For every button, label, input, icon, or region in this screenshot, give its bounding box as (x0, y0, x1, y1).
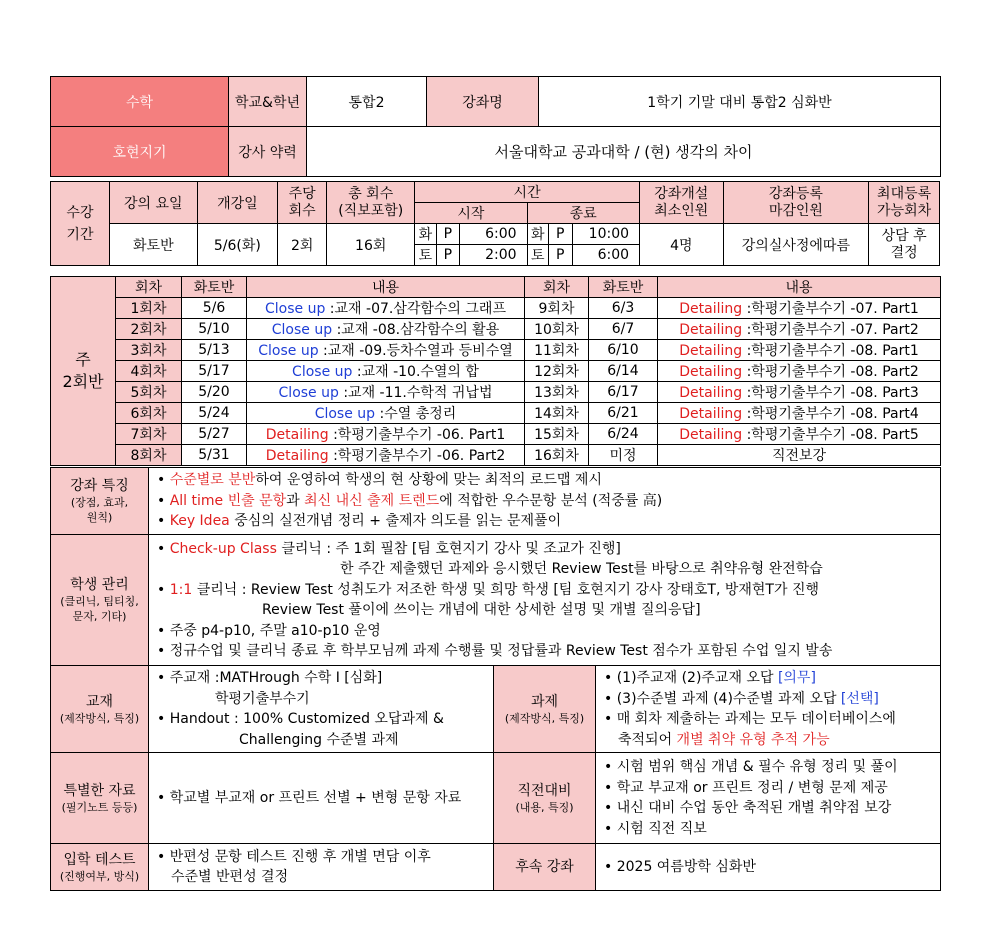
col-time-end: 종료 (527, 203, 639, 224)
session-text: :교재 -07.삼각함수의 그래프 (325, 301, 506, 317)
session-tag: Detailing (265, 448, 329, 464)
school-grade-label: 학교&학년 (229, 77, 307, 127)
feature-item: • All time 빈출 문항과 최신 내신 출제 트렌드에 적합한 우수문항 분석 (적중률 高) (157, 491, 940, 512)
session-row (51, 340, 941, 361)
col-total-2: (직보포함) (338, 202, 404, 219)
hw-label: 과제 (530, 693, 559, 710)
session-date: 5/24 (182, 403, 247, 424)
follow-label: 후속 강좌 (494, 844, 596, 891)
session-no: 16회차 (525, 445, 589, 466)
feature-item: • Key Idea 중심의 실전개념 정리 + 출제자 의도를 읽는 문제풀이 (157, 511, 940, 532)
time-end-ampm: P (548, 245, 572, 266)
school-grade-value: 통합2 (307, 77, 427, 127)
session-date: 6/17 (589, 382, 658, 403)
session-text: :학평기출부수기 -06. Part1 (328, 427, 506, 443)
deadline-value: 강의실사정에따름 (723, 224, 869, 266)
session-tag: Close up (258, 343, 319, 359)
session-text: :교재 -09.등차수열과 등비수열 (318, 343, 513, 359)
col-time-start: 시작 (415, 203, 527, 224)
total-value: 16회 (327, 224, 415, 266)
sessions-header-content: 내용 (658, 277, 941, 298)
session-tag: Detailing (679, 385, 743, 401)
session-no: 9회차 (525, 298, 589, 319)
session-tag: Close up (278, 385, 339, 401)
hw-list: • (1)주교재 (2)주교재 오답 [의무] • (3)수준별 과제 (4)수준별 과제 오답 [선택] • 매 회차 제출하는 과제는 모두 데이터베이스에 축적되어 개별 취약 유형 추적 가능 (596, 666, 941, 753)
special-sub: (필기노트 등등) (61, 800, 138, 814)
session-content (247, 319, 525, 340)
session-date: 6/10 (589, 340, 658, 361)
col-weekly-1: 주당 (288, 185, 316, 202)
time-start-value: 6:00 (460, 224, 527, 245)
sessions-side-1: 주 (75, 350, 91, 369)
min-people-value: 4명 (640, 224, 724, 266)
session-no: 1회차 (116, 298, 182, 319)
session-content (658, 361, 941, 382)
session-tag: Detailing (679, 364, 743, 380)
session-row (51, 361, 941, 382)
session-content (658, 382, 941, 403)
sessions-header-no: 회차 (525, 277, 589, 298)
session-content (247, 424, 525, 445)
session-tag: Detailing (679, 406, 743, 422)
session-content (658, 298, 941, 319)
sessions-header-date: 화토반 (589, 277, 658, 298)
session-content (658, 445, 941, 466)
session-text: :학평기출부수기 -06. Part2 (328, 448, 506, 464)
special-text: • 학교별 부교재 or 프린트 선별 + 변형 문항 자료 (149, 753, 494, 844)
course-header (50, 76, 941, 177)
book-label: 교재 (85, 693, 114, 710)
sessions-header-date: 화토반 (182, 277, 247, 298)
final-sub: (내용, 특징) (515, 800, 574, 814)
time-end-value: 6:00 (572, 245, 640, 266)
feature-label: 강좌 특징 (70, 478, 129, 494)
session-no: 6회차 (116, 403, 182, 424)
period-label-2: 기간 (66, 226, 94, 243)
session-date: 5/27 (182, 424, 247, 445)
session-content (658, 319, 941, 340)
teacher-name: 호현지기 (51, 127, 229, 177)
period-label-1: 수강 (66, 204, 94, 221)
mgmt-item-cont: 한 주간 제출했던 과제와 응시했던 Review Test를 바탕으로 취약유형 완전학습 (340, 561, 823, 577)
session-content (247, 298, 525, 319)
session-date: 5/6 (182, 298, 247, 319)
max-value-2: 결정 (890, 244, 918, 261)
start-date-value: 5/6(화) (197, 224, 277, 266)
session-no: 4회차 (116, 361, 182, 382)
session-tag: Close up (265, 301, 326, 317)
session-content (658, 340, 941, 361)
schedule-table (50, 181, 940, 266)
session-tag: Detailing (679, 301, 743, 317)
hw-sub: (제작방식, 특징) (504, 711, 585, 725)
mgmt-item: • 1:1 클리닉 : Review Test 성취도가 저조한 학생 및 희망 학생 [팀 호현지기 강사 장태호T, 방재현T가 진행 (157, 580, 940, 601)
col-time: 시간 (415, 182, 640, 203)
session-date: 6/24 (589, 424, 658, 445)
session-no: 3회차 (116, 340, 182, 361)
feature-item: • 수준별로 분반하여 운영하여 학생의 현 상황에 맞는 최적의 로드맵 제시 (157, 470, 940, 491)
session-text: :학평기출부수기 -07. Part1 (742, 301, 919, 317)
career-label: 강사 약력 (229, 127, 307, 177)
final-label: 직전대비 (517, 782, 572, 799)
session-text: 직전보강 (771, 448, 827, 464)
session-date: 미정 (589, 445, 658, 466)
session-no: 12회차 (525, 361, 589, 382)
feature-sub-2: 원칙) (86, 511, 113, 524)
session-date: 5/10 (182, 319, 247, 340)
mgmt-item-cont: Review Test 풀이에 쓰이는 개념에 대한 상세한 설명 및 개별 질의응답] (262, 602, 701, 618)
entry-sub: (진행여부, 방식) (59, 869, 140, 883)
session-content (247, 403, 525, 424)
mgmt-item: • 주중 p4-p10, 주말 a10-p10 운영 (157, 621, 940, 642)
session-date: 5/20 (182, 382, 247, 403)
session-tag: Detailing (679, 343, 743, 359)
day-value: 화토반 (109, 224, 197, 266)
time-start-ampm: P (436, 245, 460, 266)
session-content (658, 403, 941, 424)
session-no: 2회차 (116, 319, 182, 340)
sessions-header-no: 회차 (116, 277, 182, 298)
session-tag: Detailing (265, 427, 329, 443)
session-text: :학평기출부수기 -08. Part2 (742, 364, 919, 380)
session-content (247, 340, 525, 361)
course-name-value: 1학기 기말 대비 통합2 심화반 (539, 77, 941, 127)
session-text: :학평기출부수기 -08. Part3 (742, 385, 919, 401)
session-text: :학평기출부수기 -08. Part4 (742, 406, 919, 422)
session-row (51, 319, 941, 340)
course-info-table (50, 467, 941, 891)
book-list: • 주교재 :MATHrough 수학 I [심화] 학평기출부수기 • Handout : 100% Customized 오답과제 & Challenging 수준별 과제 (149, 666, 494, 753)
session-row (51, 403, 941, 424)
time-end-day: 토 (527, 245, 548, 266)
col-total-1: 총 회수 (348, 185, 394, 202)
session-date: 5/17 (182, 361, 247, 382)
sessions-side-2: 2회반 (62, 372, 104, 391)
session-tag: Close up (292, 364, 353, 380)
session-date: 6/7 (589, 319, 658, 340)
session-no: 13회차 (525, 382, 589, 403)
time-end-ampm: P (548, 224, 572, 245)
feature-sub-1: (장점, 효과, (70, 496, 129, 509)
col-min-2: 최소인원 (654, 202, 709, 219)
career-value: 서울대학교 공과대학 / (현) 생각의 차이 (307, 127, 941, 177)
col-day: 강의 요일 (109, 182, 197, 224)
col-weekly-2: 회수 (288, 202, 316, 219)
feature-list (149, 468, 941, 535)
session-tag: Detailing (679, 322, 743, 338)
session-tag: Detailing (679, 427, 743, 443)
subject-title: 수학 (51, 77, 229, 127)
mgmt-list (149, 535, 941, 666)
session-tag: Close up (271, 322, 333, 338)
entry-text: • 반편성 문항 테스트 진행 후 개별 면담 이후 수준별 반편성 결정 (149, 844, 494, 891)
session-content (247, 382, 525, 403)
col-start-date: 개강일 (197, 182, 277, 224)
session-content (247, 361, 525, 382)
sessions-table (50, 276, 941, 466)
mgmt-sub-1: (클리닉, 팀티칭, (60, 595, 139, 608)
course-name-label: 강좌명 (427, 77, 539, 127)
time-end-day: 화 (527, 224, 548, 245)
max-value-1: 상담 후 (881, 227, 927, 244)
time-end-value: 10:00 (572, 224, 640, 245)
session-text: :교재 -08.삼각함수의 활용 (332, 322, 500, 338)
session-row (51, 445, 941, 466)
session-row (51, 382, 941, 403)
session-date: 6/3 (589, 298, 658, 319)
sessions-header-content: 내용 (247, 277, 525, 298)
session-text: :학평기출부수기 -08. Part1 (742, 343, 919, 359)
weekly-value: 2회 (278, 224, 327, 266)
final-list: • 시험 범위 핵심 개념 & 필수 유형 정리 및 풀이 • 학교 부교재 or 프린트 정리 / 변형 문제 제공 • 내신 대비 수업 동안 축적된 개별 취약점 보강 • 시험 직전 직보 (596, 753, 941, 844)
session-date: 6/21 (589, 403, 658, 424)
session-date: 6/14 (589, 361, 658, 382)
col-min-1: 강좌개설 (654, 185, 709, 202)
time-start-day: 화 (415, 224, 436, 245)
col-max-1: 최대등록 (877, 185, 932, 202)
time-start-ampm: P (436, 224, 460, 245)
session-no: 10회차 (525, 319, 589, 340)
mgmt-item: • Check-up Class 클리닉 : 주 1회 필참 [팀 호현지기 강사 및 조교가 진행] (157, 539, 940, 560)
session-date: 5/31 (182, 445, 247, 466)
follow-text: • 2025 여름방학 심화반 (596, 844, 941, 891)
session-no: 11회차 (525, 340, 589, 361)
entry-label: 입학 테스트 (63, 851, 136, 868)
session-no: 14회차 (525, 403, 589, 424)
col-deadline-1: 강좌등록 (768, 185, 823, 202)
time-start-value: 2:00 (460, 245, 527, 266)
session-row (51, 424, 941, 445)
session-no: 15회차 (525, 424, 589, 445)
session-content (658, 424, 941, 445)
session-row (51, 298, 941, 319)
time-start-day: 토 (415, 245, 436, 266)
session-tag: Close up (314, 406, 376, 422)
session-text: :교재 -10.수열의 합 (352, 364, 479, 380)
session-no: 5회차 (116, 382, 182, 403)
special-label: 특별한 자료 (63, 782, 136, 799)
col-deadline-2: 마감인원 (768, 202, 823, 219)
mgmt-label: 학생 관리 (70, 577, 129, 593)
mgmt-sub-2: 문자, 기타) (72, 610, 127, 623)
mgmt-item: • 정규수업 및 클리닉 종료 후 학부모님께 과제 수행률 및 정답률과 Review Test 점수가 포함된 수업 일지 발송 (157, 641, 940, 662)
session-text: :학평기출부수기 -07. Part2 (742, 322, 919, 338)
session-text: :수열 총정리 (375, 406, 457, 422)
session-no: 7회차 (116, 424, 182, 445)
session-content (247, 445, 525, 466)
session-text: :교재 -11.수학적 귀납법 (338, 385, 493, 401)
session-date: 5/13 (182, 340, 247, 361)
session-no: 8회차 (116, 445, 182, 466)
session-text: :학평기출부수기 -08. Part5 (742, 427, 919, 443)
col-max-2: 가능회차 (877, 202, 932, 219)
book-sub: (제작방식, 특징) (59, 711, 140, 725)
